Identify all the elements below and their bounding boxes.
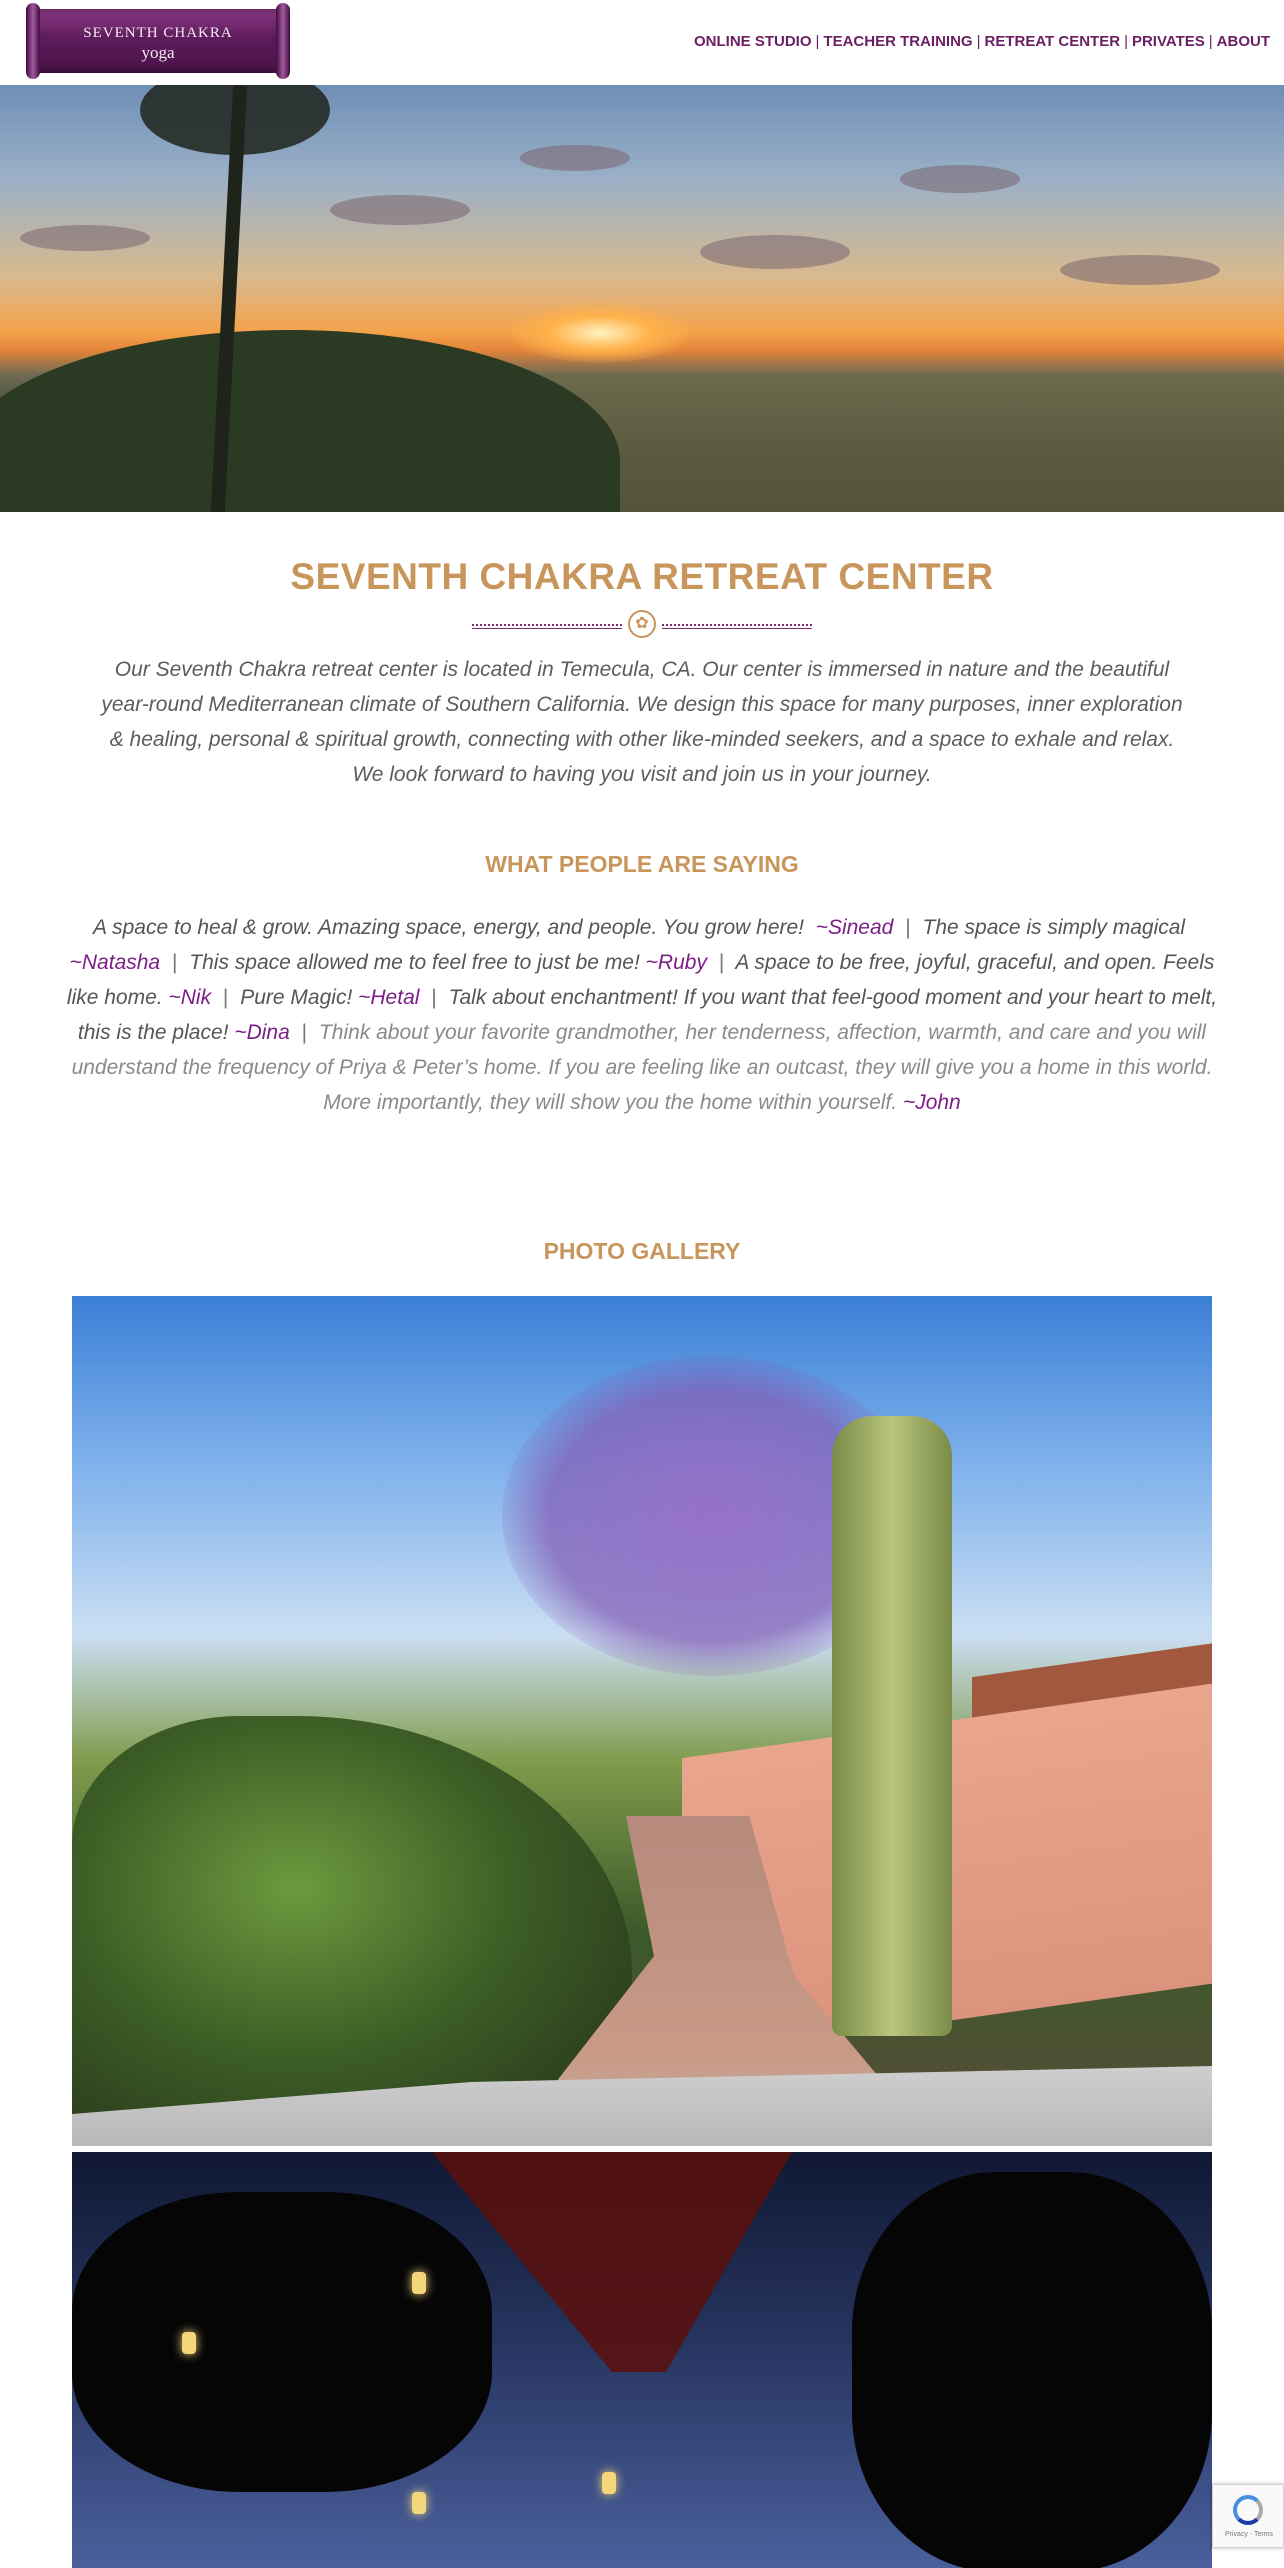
intro-line: & healing, personal & spiritual growth, connecting with other like-minded seekers, and a space to exhale and relax. xyxy=(109,728,1175,751)
testimonials-heading: WHAT PEOPLE ARE SAYING xyxy=(485,851,799,877)
lotus-icon: ✿ xyxy=(628,610,656,638)
testimonial-separator: | xyxy=(718,951,725,974)
nav-teacher-training[interactable]: TEACHER TRAINING xyxy=(823,33,973,50)
testimonial-separator: | xyxy=(301,1021,308,1044)
logo-subtitle: yoga xyxy=(141,43,175,62)
cactus xyxy=(832,1416,952,2036)
page-title: SEVENTH CHAKRA RETREAT CENTER xyxy=(290,556,994,597)
gallery-photo-garden[interactable] xyxy=(72,1296,1212,2146)
testimonial-separator: | xyxy=(171,951,178,974)
testimonial-quote: This space allowed me to feel free to just be me! xyxy=(189,951,640,974)
divider-line-left xyxy=(472,624,622,626)
nav-online-studio[interactable]: ONLINE STUDIO xyxy=(694,33,812,50)
testimonial-quote: Pure Magic! xyxy=(240,986,353,1009)
cloud xyxy=(20,225,150,251)
nav-separator: | xyxy=(1208,33,1213,50)
gallery-heading: PHOTO GALLERY xyxy=(543,1238,741,1264)
gallery-photo-night[interactable] xyxy=(72,2152,1212,2568)
site-logo[interactable] xyxy=(26,3,290,79)
cloud xyxy=(700,235,850,269)
testimonial-author: ~Ruby xyxy=(645,951,707,974)
cloud xyxy=(900,165,1020,193)
tree-silhouette xyxy=(852,2172,1212,2568)
main-nav xyxy=(694,33,1270,50)
testimonial-separator: | xyxy=(431,986,437,1009)
hero-sunset-image xyxy=(0,85,1284,512)
nav-privates[interactable]: PRIVATES xyxy=(1131,33,1205,50)
tree-silhouette xyxy=(72,2192,492,2492)
palm-fronds xyxy=(140,85,330,155)
site-header xyxy=(0,0,1284,85)
nav-separator: | xyxy=(815,33,820,50)
cloud xyxy=(330,195,470,225)
testimonial-author: ~Sinead xyxy=(815,916,894,939)
string-light xyxy=(412,2492,426,2514)
testimonial-author: ~Natasha xyxy=(69,951,161,974)
testimonial-quote: A space to be free, joyful, graceful, and open. Feels like home. xyxy=(66,951,1215,1009)
testimonial-author: ~Hetal xyxy=(358,986,420,1009)
string-light xyxy=(182,2332,196,2354)
string-light xyxy=(602,2472,616,2494)
cloud xyxy=(520,145,630,171)
intro-paragraph xyxy=(70,652,1214,792)
recaptcha-text[interactable]: Privacy - Terms xyxy=(1224,2531,1274,2538)
nav-about[interactable]: ABOUT xyxy=(1216,33,1270,50)
hills-left xyxy=(0,330,620,512)
testimonial-author: ~Dina xyxy=(234,1021,290,1044)
divider-line-right xyxy=(662,624,812,626)
testimonial-quote: Think about your favorite grandmother, her tenderness, affection, warmth, and care and you will understand the frequency of Priya & Peter’s home. If you are feeling like an outcast, they will give you a home in this world. More importantly, they will show you the home within yourself. xyxy=(71,1021,1213,1114)
logo-title: SEVENTH CHAKRA xyxy=(83,25,233,41)
testimonial-quote: A space to heal & grow. Amazing space, energy, and people. You grow here! xyxy=(93,916,805,939)
intro-line: Our Seventh Chakra retreat center is located in Temecula, CA. Our center is immersed in nature and the beautiful xyxy=(114,658,1170,681)
recaptcha-badge[interactable] xyxy=(1212,2484,1284,2548)
recaptcha-icon xyxy=(1233,2495,1263,2525)
testimonial-quote: Talk about enchantment! If you want that feel-good moment and your heart to melt, this is the place! xyxy=(77,986,1218,1044)
testimonial-separator: | xyxy=(905,916,911,939)
ornamental-divider xyxy=(472,610,812,640)
sun-glow xyxy=(510,303,690,363)
testimonials-paragraph xyxy=(60,910,1224,1120)
testimonial-author: ~Nik xyxy=(168,986,212,1009)
cloud xyxy=(1060,255,1220,285)
intro-line: year-round Mediterranean climate of Southern California. We design this space for many purposes, inner exploration xyxy=(101,693,1183,716)
testimonial-quote: The space is simply magical xyxy=(922,916,1186,939)
string-light xyxy=(412,2272,426,2294)
nav-retreat-center[interactable]: RETREAT CENTER xyxy=(984,33,1121,50)
nav-separator: | xyxy=(1124,33,1128,50)
nav-separator: | xyxy=(976,33,981,50)
testimonial-author: ~John xyxy=(902,1091,961,1114)
intro-line: We look forward to having you visit and join us in your journey. xyxy=(352,763,932,786)
testimonial-separator: | xyxy=(222,986,229,1009)
